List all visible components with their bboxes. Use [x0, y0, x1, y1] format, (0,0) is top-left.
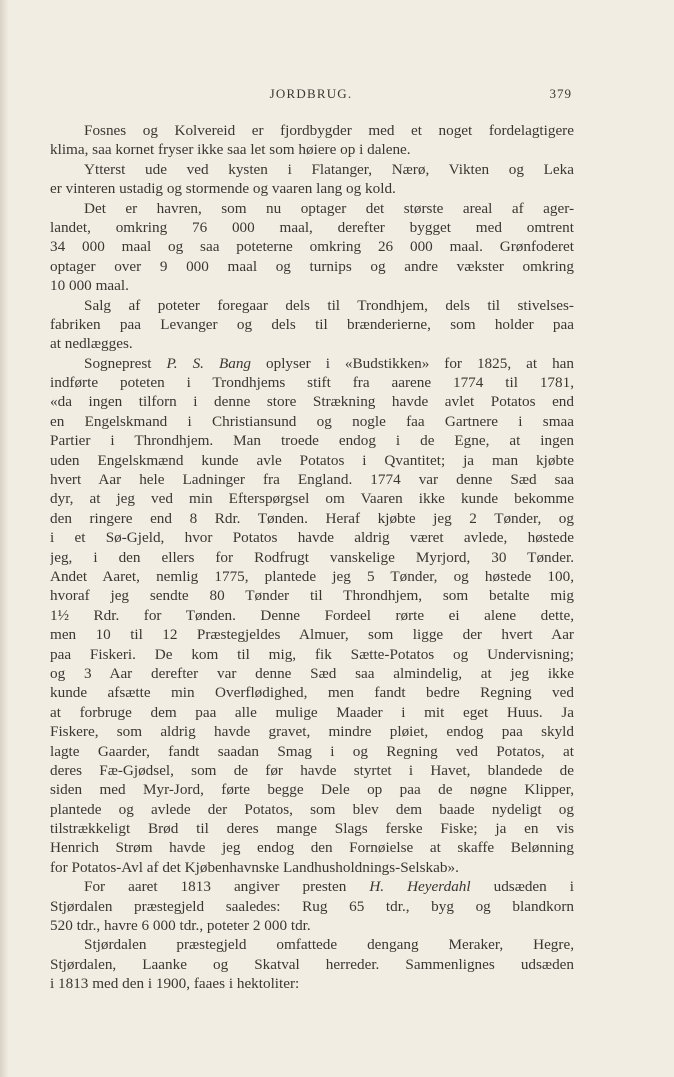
paragraph: [50, 877, 574, 935]
text-line: hvoraf jeg sendte 80 Tønder til Throndhjem, som betalte mig: [50, 587, 574, 605]
text-line: Salg af poteter foregaar dels til Trondhjem, dels til stivelses-: [84, 296, 574, 314]
text-line: optager over 9 000 maal og turnips og andre vækster omkring: [50, 257, 574, 275]
text-line: Stjørdalen, Laanke og Skatval herreder. Sammenlignes udsæden: [50, 955, 574, 973]
text-line: For aaret 1813 angiver presten H. Heyerdahl udsæden i: [84, 878, 574, 896]
paragraph: [50, 935, 574, 993]
text-line: en Engelskmand i Christiansund og nogle faa Gartnere i smaa: [50, 412, 574, 430]
text-line: er vinteren ustadig og stormende og vaaren lang og kold.: [50, 180, 396, 198]
text-line: 520 tdr., havre 6 000 tdr., poteter 2 000 tdr.: [50, 917, 311, 935]
text-line: deres Fæ-Gjødsel, som de før havde styrtet i Havet, blandede de: [50, 761, 574, 779]
text-line: Sogneprest P. S. Bang oplyser i «Budstikken» for 1825, at han: [84, 354, 574, 372]
text-line: hvert Aar hele Ladninger fra England. 1774 var denne Sæd saa: [50, 471, 574, 489]
paragraph: [50, 354, 574, 878]
text-line: 10 000 maal.: [50, 277, 129, 295]
text-line: landet, omkring 76 000 maal, derefter bygget med omtrent: [50, 218, 574, 236]
text-line: og 3 Aar derefter var denne Sæd saa almindelig, at jeg ikke: [50, 664, 574, 682]
text-line: dyr, at jeg ved min Efterspørgsel om Vaaren ikke kunde bekomme: [50, 490, 574, 508]
text-line: Det er havren, som nu optager det største areal af ager-: [84, 199, 574, 217]
paragraph: [50, 199, 574, 296]
text-line: paa Fiskeri. De kom til mig, fik Sætte-Potatos og Undervisning;: [50, 645, 574, 663]
text-line: 1½ Rdr. for Tønden. Denne Fordeel rørte ei alene dette,: [50, 606, 574, 624]
text-line: tilstrækkeligt Brød til deres mange Slags ferske Fiske; ja en vis: [50, 820, 574, 838]
text-line: at forbruge dem paa alle mulige Maader i mit eget Huus. Ja: [50, 703, 574, 721]
paragraph: [50, 296, 574, 354]
text-line: fabriken paa Levanger og dels til brænderierne, som holder paa: [50, 315, 574, 333]
text-line: indførte poteten i Trondhjems stift fra aarene 1774 til 1781,: [50, 374, 574, 392]
italic-name: P. S. Bang: [166, 354, 252, 372]
text-line: uden Engelskmænd kunde avle Potatos i Qvantitet; ja man kjøbte: [50, 451, 574, 469]
text-line: Fiskere, som aldrig havde gravet, mindre pløiet, endog paa skyld: [50, 723, 574, 741]
text-line: Henrich Strøm havde jeg endog den Fornøielse at skaffe Belønning: [50, 839, 574, 857]
page-number: 379: [549, 86, 572, 101]
text-line: klima, saa kornet fryser ikke saa let som høiere op i dalene.: [50, 141, 411, 159]
page-edge-shadow: [0, 0, 8, 1077]
paragraph: [50, 160, 574, 199]
text-line: jeg, i den ellers for Rodfrugt vanskelige Myrjord, 30 Tønder.: [50, 548, 574, 566]
paragraph: [50, 121, 574, 160]
text-line: siden med Myr-Jord, førte begge Dele op paa de nøgne Klipper,: [50, 781, 574, 799]
text-line: 34 000 maal og saa poteterne omkring 26 000 maal. Grønfoderet: [50, 238, 574, 256]
text-line: Ytterst ude ved kysten i Flatanger, Nærø, Vikten og Leka: [84, 160, 574, 178]
text-line: i 1813 med den i 1900, faaes i hektoliter:: [50, 975, 300, 993]
text-line: den ringere end 8 Rdr. Tønden. Heraf kjøbte jeg 2 Tønder, og: [50, 509, 574, 527]
text-line: Stjørdalen præstegjeld saaledes: Rug 65 tdr., byg og blandkorn: [50, 897, 574, 915]
running-header: [50, 86, 572, 106]
text-line: lagte Gaarder, fandt saadan Smag i og Regning ved Potatos, at: [50, 742, 574, 760]
text-line: kunde afsætte min Overflødighed, men fandt bedre Regning ved: [50, 684, 574, 702]
body-text: [50, 121, 574, 994]
text-line: men 10 til 12 Præstegjeldes Almuer, som ligge der hvert Aar: [50, 626, 574, 644]
text-line: «da ingen tilforn i denne store Strækning havde avlet Potatos end: [50, 393, 574, 411]
running-title: JORDBRUG.: [269, 86, 353, 101]
italic-name: H. Heyerdahl: [369, 878, 471, 896]
text-line: Fosnes og Kolvereid er fjordbygder med et noget fordelagtigere: [84, 122, 574, 139]
text-line: Andet Aaret, nemlig 1775, plantede jeg 5 Tønder, og høstede 100,: [50, 567, 574, 585]
text-line: Stjørdalen præstegjeld omfattede dengang Meraker, Hegre,: [84, 936, 574, 954]
text-line: for Potatos-Avl af det Kjøbenhavnske Landhusholdnings-Selskab».: [50, 858, 459, 876]
text-line: plantede og avlede der Potatos, som blev dem baade nydeligt og: [50, 800, 574, 818]
text-line: Partier i Throndhjem. Man troede endog i de Egne, at ingen: [50, 432, 574, 450]
text-line: at nedlægges.: [50, 335, 133, 353]
text-line: i et Sø-Gjeld, hvor Potatos havde aldrig været avlede, høstede: [50, 529, 574, 547]
